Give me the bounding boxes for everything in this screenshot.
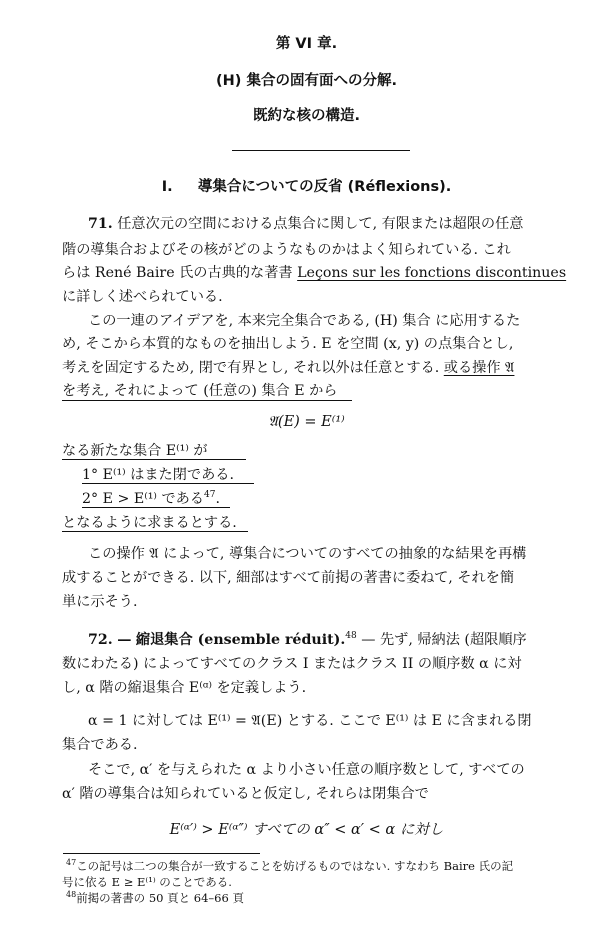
formula-2: E⁽ᵅ′⁾ > E⁽ᵅ″⁾ すべての α″ < α′ < α に対し: [169, 822, 444, 838]
p71-line-3: [62, 262, 566, 282]
p71-line-6: め, そこから本質的なものを抽出しよう. E を空間 (x, y) の点集合とし,: [62, 336, 514, 352]
underline-cond-2: [82, 507, 230, 508]
footnote-48-text: 前掲の著書の 50 頁と 64–66 頁: [76, 891, 244, 905]
footnote-47-line-1: [66, 858, 513, 874]
p72-line-1: [88, 629, 527, 649]
footnote-rule: [63, 853, 260, 854]
footnote-47-number: 47: [66, 858, 77, 867]
p71-text-1: 任意次元の空間における点集合に関して, 有限または超限の任意: [117, 216, 524, 232]
chapter-subtitle-2: 既約な核の構造.: [252, 108, 360, 124]
section-heading: [0, 175, 613, 196]
p72-line-3: し, α 階の縮退集合 E⁽ᵅ⁾ を定義しよう.: [62, 680, 307, 696]
p71-number: 71.: [88, 216, 113, 232]
p72-line-4: α = 1 に対しては E⁽¹⁾ = 𝔄(E) とする. ここで E⁽¹⁾ は E に含まれる閉: [88, 713, 532, 729]
p71-line-8: を考え, それによって (任意の) 集合 E から: [62, 383, 338, 399]
footnote-ref-47: 47: [203, 490, 216, 500]
p71-line-7: [62, 357, 514, 377]
p72-title: 縮退集合 (ensemble réduit).: [135, 632, 346, 648]
footnote-ref-48: 48: [345, 631, 357, 641]
book-title: Leçons sur les fonctions discontinues: [297, 265, 567, 281]
p71-line-1: [88, 213, 523, 233]
p72-line-7: α′ 階の導集合は知られていると仮定し, それらは閉集合で: [62, 786, 429, 802]
p71-line-12: 成することができる. 以下, 細部はすべて前掲の著書に委ねて, それを簡: [62, 570, 515, 586]
section-title: 導集合についての反省 (Réflexions).: [197, 179, 452, 195]
p72-number: 72.: [88, 632, 113, 648]
p71-line-5: この一連のアイデアを, 本来完全集合である, (H) 集合 に応用するた: [88, 313, 521, 329]
condition-2-text: 2° E > E⁽¹⁾ である: [82, 491, 204, 507]
underline-10: [62, 531, 248, 532]
heading-rule: [232, 150, 410, 151]
p72-line-5: 集合である.: [62, 737, 138, 753]
footnote-48-number: 48: [66, 890, 77, 899]
underline-8: [62, 400, 352, 401]
section-number: I.: [161, 179, 173, 195]
p71-line-2: 階の導集合およびその核がどのようなものかはよく知られている. これ: [62, 242, 511, 258]
condition-2: 2° E > E⁽¹⁾ である$^{47}$.: [82, 490, 220, 507]
footnote-47-text-1: この記号は二つの集合が一致することを妨げるものではない. すなわち Baire 氏の記: [76, 859, 514, 873]
underline-9: [62, 459, 246, 460]
p71-line-9: なる新たな集合 E⁽¹⁾ が: [62, 443, 208, 459]
p72-line-2: 数にわたる) によってすべてのクラス I またはクラス II の順序数 α に対: [62, 656, 522, 672]
p71-line-11: この操作 𝔄 によって, 導集合についてのすべての抽象的な結果を再構: [88, 546, 527, 562]
formula-1: 𝔄(E) = E⁽¹⁾: [268, 414, 345, 430]
p72-dash: —: [117, 632, 132, 648]
p72-text-1: — 先ず, 帰納法 (超限順序: [361, 632, 527, 648]
chapter-subtitle-1: (H) 集合の固有面への分解.: [216, 73, 397, 89]
p71-line-13: 単に示そう.: [62, 594, 138, 610]
p71-text-3a: らは René Baire 氏の古典的な著書: [62, 265, 293, 281]
p71-line-10: となるように求まるとする.: [62, 515, 237, 531]
chapter-title: 第 VI 章.: [275, 36, 338, 52]
p71-line-4: に詳しく述べられている.: [62, 289, 223, 305]
p72-line-6: そこで, α′ を与えられた α より小さい任意の順序数として, すべての: [88, 762, 525, 778]
footnote-48: [66, 890, 244, 906]
footnote-47-line-2: 号に依る E ≥ E⁽¹⁾ のことである.: [62, 875, 232, 889]
p71-text-7a: 考えを固定するため, 閉で有界とし, それ以外は任意とする.: [62, 360, 440, 376]
condition-1: 1° E⁽¹⁾ はまた閉である.: [82, 467, 234, 483]
underline-cond-1: [82, 483, 254, 484]
p71-text-7b: 或る操作 𝔄: [443, 360, 515, 376]
